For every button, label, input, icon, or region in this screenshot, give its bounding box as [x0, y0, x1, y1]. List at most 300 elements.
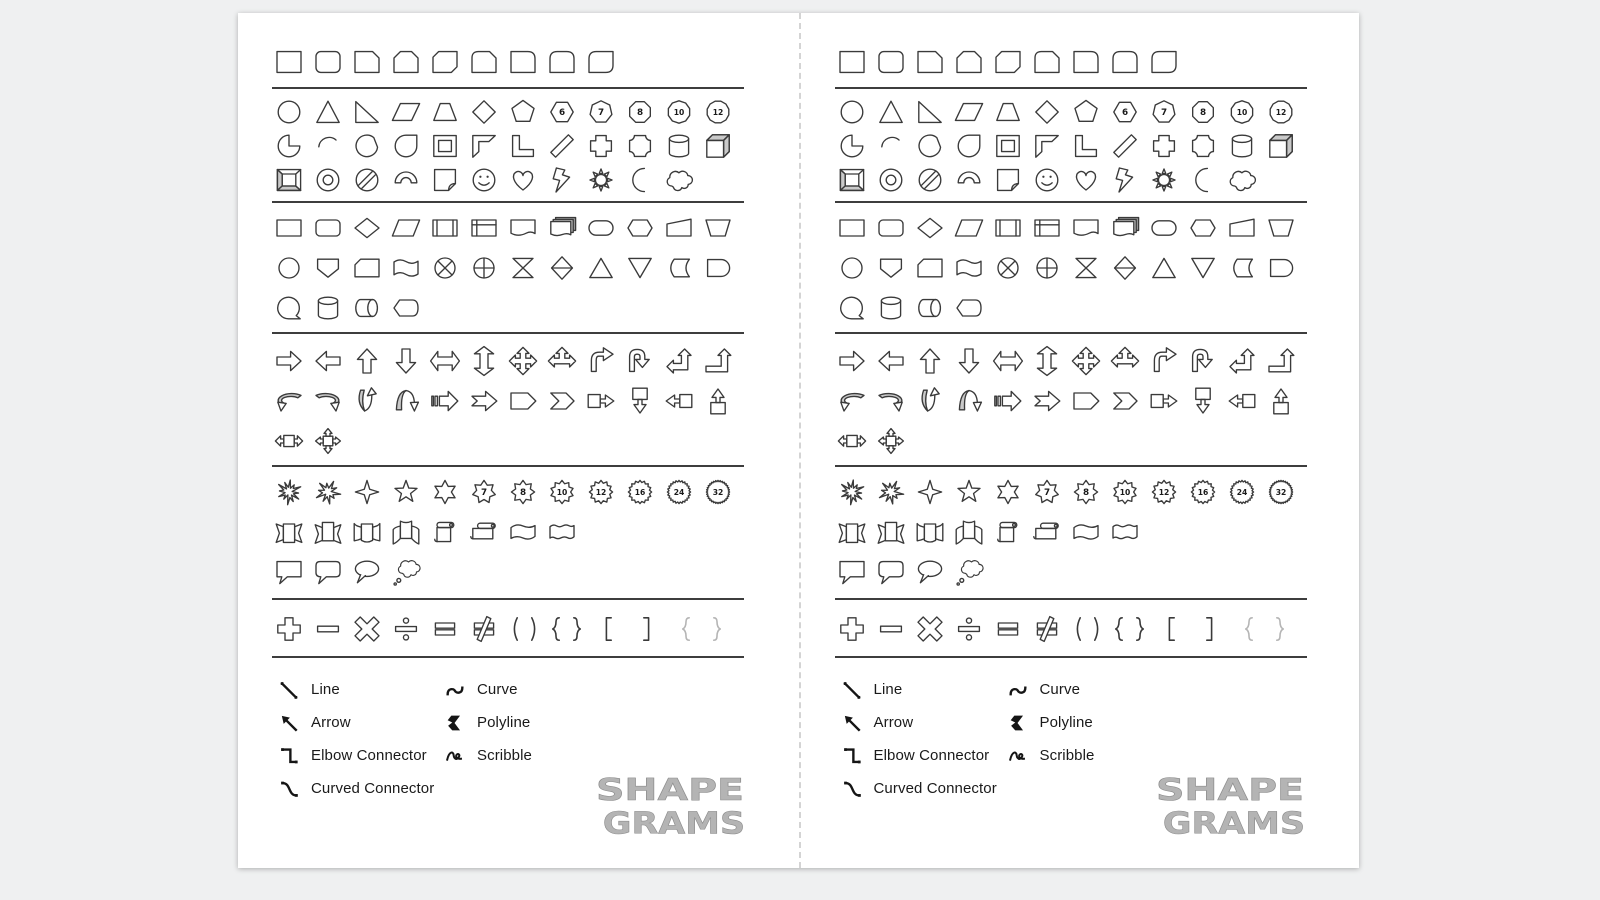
- legend-label: Line: [311, 681, 340, 698]
- bent-up-arrow-icon: [1264, 345, 1298, 377]
- quad-arrow-icon: [506, 345, 540, 377]
- pentagon-arrow-icon: [1069, 385, 1103, 417]
- shape-row: [835, 252, 1307, 284]
- left-brace-icon: [1111, 613, 1127, 645]
- heptagon-icon: [1147, 96, 1181, 128]
- flowchart-internal-storage-icon: [467, 212, 501, 244]
- legend-item-arrow: [278, 706, 444, 739]
- flowchart-alternate-process-icon: [874, 212, 908, 244]
- up-down-arrow-icon: [467, 345, 501, 377]
- u-turn-arrow-icon: [623, 345, 657, 377]
- frame-icon: [991, 130, 1025, 162]
- page-left: [238, 13, 799, 868]
- right-brace-icon: [1132, 613, 1148, 645]
- svg-text:10: 10: [556, 488, 568, 498]
- left-parenthesis-icon: [506, 613, 522, 645]
- legend-item-polyline: [1007, 706, 1095, 739]
- down-arrow-icon: [389, 345, 423, 377]
- half-frame-icon: [467, 130, 501, 162]
- snip-single-corner-rectangle-icon: [350, 46, 384, 78]
- double-wave-icon: [1108, 516, 1142, 548]
- flowchart-data-icon: [952, 212, 986, 244]
- elbow-connector-icon: [841, 745, 863, 767]
- quad-arrow-callout-icon: [311, 425, 345, 457]
- right-arrow-callout-icon: [1147, 385, 1181, 417]
- right-parenthesis-icon: [1090, 613, 1106, 645]
- divide-icon: [952, 613, 986, 645]
- block-arc-icon: [389, 164, 423, 196]
- no-symbol-icon: [350, 164, 384, 196]
- shape-row: [272, 212, 744, 244]
- shape-row: [835, 425, 1307, 457]
- rounded-rectangular-callout-icon: [311, 556, 345, 588]
- shape-row: [272, 292, 744, 324]
- chevron-arrow-icon: [1108, 385, 1142, 417]
- rectangle-icon: [835, 46, 869, 78]
- legend-label: Curve: [1039, 681, 1081, 698]
- can-icon: [662, 130, 696, 162]
- legend-item-elbow-connector: [278, 739, 444, 772]
- flowchart-delay-icon: [1264, 252, 1298, 284]
- section-rectangles: [835, 46, 1307, 89]
- octagon-icon: [1186, 96, 1220, 128]
- parallelogram-icon: [389, 96, 423, 128]
- legend-label: Polyline: [1039, 714, 1093, 731]
- equal-icon: [428, 613, 462, 645]
- star-32-icon: [701, 476, 735, 508]
- svg-text:10: 10: [1119, 488, 1130, 498]
- shape-row: [835, 476, 1307, 508]
- pentagon-icon: [1069, 96, 1103, 128]
- star-12-icon: [1147, 476, 1181, 508]
- decagon-icon: [662, 96, 696, 128]
- legend-item-scribble: [1007, 739, 1095, 772]
- up-down-arrow-icon: [1030, 345, 1064, 377]
- flowchart-summing-junction-icon: [428, 252, 462, 284]
- svg-text:12: 12: [1158, 488, 1169, 498]
- up-arrow-icon: [350, 345, 384, 377]
- diagonal-stripe-icon: [1108, 130, 1142, 162]
- logo-line-1: SHAPE: [595, 773, 744, 809]
- legend: [841, 673, 1095, 805]
- svg-text:8: 8: [1199, 108, 1206, 119]
- left-right-arrow-callout-icon: [272, 425, 306, 457]
- pie-icon: [835, 130, 869, 162]
- legend-item-curve: [444, 673, 532, 706]
- trapezoid-icon: [991, 96, 1025, 128]
- right-brace-gray-icon: [709, 613, 725, 645]
- svg-text:8: 8: [519, 488, 527, 499]
- legend-column-1: [841, 673, 1007, 805]
- arrow-icon: [278, 712, 300, 734]
- cube-icon: [701, 130, 735, 162]
- svg-text:10: 10: [673, 108, 685, 118]
- curved-down-arrow-icon: [389, 385, 423, 417]
- flowchart-extract-icon: [1147, 252, 1181, 284]
- flowchart-direct-access-storage-icon: [350, 292, 384, 324]
- cloud-icon: [1225, 164, 1259, 196]
- flowchart-terminator-icon: [584, 212, 618, 244]
- cross-icon: [584, 130, 618, 162]
- plus-icon: [272, 613, 306, 645]
- cross-icon: [1147, 130, 1181, 162]
- svg-text:12: 12: [1275, 108, 1286, 118]
- svg-text:6: 6: [558, 108, 566, 119]
- quad-arrow-icon: [1069, 345, 1103, 377]
- diagonal-stripe-icon: [545, 130, 579, 162]
- svg-text:8: 8: [1082, 488, 1089, 499]
- left-right-arrow-icon: [428, 345, 462, 377]
- shape-row: [835, 292, 1307, 324]
- svg-text:32: 32: [1275, 488, 1286, 498]
- flowchart-alternate-process-icon: [311, 212, 345, 244]
- legend: [278, 673, 532, 805]
- circle-icon: [835, 96, 869, 128]
- shape-row: [835, 46, 1307, 78]
- star-16-icon: [623, 476, 657, 508]
- pentagon-arrow-icon: [506, 385, 540, 417]
- legend-item-elbow-connector: [841, 739, 1007, 772]
- legend-label: Curved Connector: [873, 780, 997, 797]
- legend-label: Elbow Connector: [873, 747, 990, 764]
- legend-item-polyline: [444, 706, 532, 739]
- flowchart-sort-icon: [545, 252, 579, 284]
- star-6-icon: [991, 476, 1025, 508]
- up-arrow-icon: [913, 345, 947, 377]
- shape-row: [272, 425, 744, 457]
- shape-row: [835, 556, 1307, 588]
- l-shape-icon: [506, 130, 540, 162]
- left-right-up-arrow-icon: [545, 345, 579, 377]
- star-16-icon: [1186, 476, 1220, 508]
- flowchart-off-page-connector-icon: [874, 252, 908, 284]
- shape-row: [272, 130, 744, 162]
- section-equation-brackets: [835, 600, 1307, 658]
- block-arc-icon: [952, 164, 986, 196]
- left-bracket-icon: [600, 613, 616, 645]
- minus-icon: [311, 613, 345, 645]
- explosion-2-icon: [874, 476, 908, 508]
- diamond-icon: [1030, 96, 1064, 128]
- chord-icon: [350, 130, 384, 162]
- can-icon: [1225, 130, 1259, 162]
- logo-line-2: GRAMS: [602, 806, 745, 842]
- right-arrow-icon: [835, 345, 869, 377]
- notched-right-arrow-icon: [1030, 385, 1064, 417]
- flowchart-process-icon: [272, 212, 306, 244]
- flowchart-preparation-icon: [623, 212, 657, 244]
- rectangle-icon: [272, 46, 306, 78]
- curved-right-arrow-icon: [874, 385, 908, 417]
- horizontal-scroll-icon: [1030, 516, 1064, 548]
- notched-right-arrow-icon: [467, 385, 501, 417]
- lightning-bolt-icon: [545, 164, 579, 196]
- flowchart-manual-operation-icon: [1264, 212, 1298, 244]
- wave-icon: [1069, 516, 1103, 548]
- curved-up-arrow-icon: [913, 385, 947, 417]
- cloud-callout-icon: [952, 556, 986, 588]
- legend-item-curve: [1007, 673, 1095, 706]
- legend-item-curved-connector: [841, 772, 1007, 805]
- shape-row: [835, 96, 1307, 128]
- snip-round-single-corner-rectangle-icon: [467, 46, 501, 78]
- curved-left-arrow-icon: [272, 385, 306, 417]
- snip-single-corner-rectangle-icon: [913, 46, 947, 78]
- star-4-icon: [350, 476, 384, 508]
- flowchart-document-icon: [506, 212, 540, 244]
- shape-row: [835, 164, 1307, 196]
- left-arrow-icon: [311, 345, 345, 377]
- half-frame-icon: [1030, 130, 1064, 162]
- sun-icon: [584, 164, 618, 196]
- section-flowchart: [272, 203, 744, 334]
- curved-connector-icon: [278, 778, 300, 800]
- curved-down-ribbon-icon: [350, 516, 384, 548]
- flowchart-delay-icon: [701, 252, 735, 284]
- logo-line-2: GRAMS: [1162, 806, 1306, 842]
- not-equal-icon: [467, 613, 501, 645]
- flowchart-display-icon: [952, 292, 986, 324]
- chevron-arrow-icon: [545, 385, 579, 417]
- flowchart-punched-tape-icon: [952, 252, 986, 284]
- right-triangle-icon: [350, 96, 384, 128]
- triangle-icon: [874, 96, 908, 128]
- legend-item-scribble: [444, 739, 532, 772]
- svg-text:8: 8: [636, 108, 644, 119]
- pentagon-icon: [506, 96, 540, 128]
- shape-grams-logo: [591, 772, 749, 844]
- flowchart-multidocument-icon: [545, 212, 579, 244]
- right-brace-icon: [569, 613, 585, 645]
- rectangular-callout-icon: [835, 556, 869, 588]
- dodecagon-icon: [1264, 96, 1298, 128]
- scribble-icon: [1007, 745, 1029, 767]
- shape-row: [835, 613, 1307, 645]
- parallelogram-icon: [952, 96, 986, 128]
- flowchart-display-icon: [389, 292, 423, 324]
- flowchart-magnetic-disk-icon: [311, 292, 345, 324]
- star-4-icon: [913, 476, 947, 508]
- donut-icon: [874, 164, 908, 196]
- legend-label: Scribble: [477, 747, 532, 764]
- divide-icon: [389, 613, 423, 645]
- svg-text:16: 16: [1197, 488, 1208, 498]
- flowchart-or-icon: [1030, 252, 1064, 284]
- legend-label: Elbow Connector: [311, 747, 427, 764]
- curved-left-arrow-icon: [835, 385, 869, 417]
- shape-row: [272, 613, 744, 645]
- left-right-arrow-callout-icon: [835, 425, 869, 457]
- flowchart-or-icon: [467, 252, 501, 284]
- section-arrows: [272, 334, 744, 467]
- teardrop-icon: [952, 130, 986, 162]
- flowchart-merge-icon: [623, 252, 657, 284]
- line-icon: [841, 679, 863, 701]
- curved-up-arrow-icon: [350, 385, 384, 417]
- up-arrow-callout-icon: [701, 385, 735, 417]
- line-icon: [278, 679, 300, 701]
- flowchart-connector-icon: [272, 252, 306, 284]
- flowchart-collate-icon: [506, 252, 540, 284]
- curved-down-ribbon-icon: [913, 516, 947, 548]
- shape-row: [272, 164, 744, 196]
- flowchart-stored-data-icon: [1225, 252, 1259, 284]
- svg-text:6: 6: [1121, 108, 1128, 119]
- up-arrow-callout-icon: [1264, 385, 1298, 417]
- explosion-1-icon: [835, 476, 869, 508]
- svg-text:7: 7: [1043, 488, 1050, 499]
- curve-icon: [444, 679, 466, 701]
- flowchart-connector-icon: [835, 252, 869, 284]
- decagon-icon: [1225, 96, 1259, 128]
- flowchart-data-icon: [389, 212, 423, 244]
- shape-row: [835, 345, 1307, 377]
- legend-label: Polyline: [477, 714, 531, 731]
- flowchart-direct-access-storage-icon: [913, 292, 947, 324]
- vertical-scroll-icon: [428, 516, 462, 548]
- teardrop-icon: [389, 130, 423, 162]
- snip-same-side-corner-rectangle-icon: [389, 46, 423, 78]
- flowchart-stored-data-icon: [662, 252, 696, 284]
- shape-sheet-content: [835, 46, 1307, 658]
- right-bracket-icon: [1202, 613, 1218, 645]
- shape-row: [835, 385, 1307, 417]
- rounded-rectangle-icon: [311, 46, 345, 78]
- curve-icon: [1007, 679, 1029, 701]
- down-arrow-callout-icon: [1186, 385, 1220, 417]
- star-5-icon: [389, 476, 423, 508]
- flowchart-multidocument-icon: [1108, 212, 1142, 244]
- polyline-icon: [444, 712, 466, 734]
- flowchart-summing-junction-icon: [991, 252, 1025, 284]
- flowchart-internal-storage-icon: [1030, 212, 1064, 244]
- flowchart-manual-operation-icon: [701, 212, 735, 244]
- right-brace-gray-icon: [1272, 613, 1288, 645]
- not-equal-icon: [1030, 613, 1064, 645]
- left-arrow-icon: [874, 345, 908, 377]
- snip-diagonal-corner-rectangle-icon: [428, 46, 462, 78]
- flowchart-manual-input-icon: [1225, 212, 1259, 244]
- star-8-icon: [1069, 476, 1103, 508]
- shape-row: [835, 516, 1307, 548]
- curved-up-ribbon-icon: [389, 516, 423, 548]
- striped-right-arrow-icon: [991, 385, 1025, 417]
- flowchart-process-icon: [835, 212, 869, 244]
- left-up-arrow-icon: [1225, 345, 1259, 377]
- svg-text:7: 7: [480, 488, 488, 499]
- logo-line-1: SHAPE: [1155, 773, 1305, 809]
- sun-icon: [1147, 164, 1181, 196]
- oval-callout-icon: [350, 556, 384, 588]
- flowchart-manual-input-icon: [662, 212, 696, 244]
- left-brace-icon: [548, 613, 564, 645]
- star-5-icon: [952, 476, 986, 508]
- star-8-icon: [506, 476, 540, 508]
- section-equation-brackets: [272, 600, 744, 658]
- elbow-connector-icon: [278, 745, 300, 767]
- left-bracket-icon: [1163, 613, 1179, 645]
- bent-up-arrow-icon: [701, 345, 735, 377]
- shape-row: [272, 476, 744, 508]
- folded-corner-icon: [991, 164, 1025, 196]
- flowchart-document-icon: [1069, 212, 1103, 244]
- svg-text:7: 7: [1160, 108, 1167, 119]
- section-stars-banners-callouts: [272, 467, 744, 600]
- up-ribbon-icon: [874, 516, 908, 548]
- bent-arrow-icon: [584, 345, 618, 377]
- explosion-2-icon: [311, 476, 345, 508]
- plaque-icon: [623, 130, 657, 162]
- bevel-icon: [272, 164, 306, 196]
- star-10-icon: [1108, 476, 1142, 508]
- bevel-icon: [835, 164, 869, 196]
- left-parenthesis-icon: [1069, 613, 1085, 645]
- cube-icon: [1264, 130, 1298, 162]
- flowchart-decision-icon: [913, 212, 947, 244]
- round-single-corner-rectangle-icon: [506, 46, 540, 78]
- flowchart-card-icon: [913, 252, 947, 284]
- snip-round-single-corner-rectangle-icon: [1030, 46, 1064, 78]
- flowchart-collate-icon: [1069, 252, 1103, 284]
- right-parenthesis-icon: [527, 613, 543, 645]
- folded-corner-icon: [428, 164, 462, 196]
- svg-text:24: 24: [673, 488, 685, 498]
- svg-text:16: 16: [634, 488, 646, 498]
- flowchart-off-page-connector-icon: [311, 252, 345, 284]
- section-arrows: [835, 334, 1307, 467]
- flowchart-terminator-icon: [1147, 212, 1181, 244]
- octagon-icon: [623, 96, 657, 128]
- vertical-scroll-icon: [991, 516, 1025, 548]
- legend-label: Arrow: [873, 714, 914, 731]
- curved-up-ribbon-icon: [952, 516, 986, 548]
- heart-icon: [506, 164, 540, 196]
- plus-icon: [835, 613, 869, 645]
- right-triangle-icon: [913, 96, 947, 128]
- section-rectangles: [272, 46, 744, 89]
- moon-icon: [1186, 164, 1220, 196]
- round-diagonal-corner-rectangle-icon: [584, 46, 618, 78]
- pie-icon: [272, 130, 306, 162]
- quad-arrow-callout-icon: [874, 425, 908, 457]
- page-right: [799, 13, 1360, 868]
- svg-text:24: 24: [1236, 488, 1247, 498]
- legend-item-curved-connector: [278, 772, 444, 805]
- up-ribbon-icon: [311, 516, 345, 548]
- section-basic-shapes: [835, 89, 1307, 203]
- no-symbol-icon: [913, 164, 947, 196]
- multiply-icon: [913, 613, 947, 645]
- plaque-icon: [1186, 130, 1220, 162]
- svg-text:10: 10: [1236, 108, 1247, 118]
- flowchart-predefined-process-icon: [991, 212, 1025, 244]
- shape-row: [272, 252, 744, 284]
- legend-label: Scribble: [1039, 747, 1095, 764]
- star-7-icon: [467, 476, 501, 508]
- flowchart-extract-icon: [584, 252, 618, 284]
- diamond-icon: [467, 96, 501, 128]
- right-arrow-icon: [272, 345, 306, 377]
- svg-text:12: 12: [712, 108, 724, 118]
- dodecagon-icon: [701, 96, 735, 128]
- curved-connector-icon: [841, 778, 863, 800]
- rectangular-callout-icon: [272, 556, 306, 588]
- striped-right-arrow-icon: [428, 385, 462, 417]
- shape-sheet-content: [272, 46, 744, 658]
- flowchart-predefined-process-icon: [428, 212, 462, 244]
- star-24-icon: [662, 476, 696, 508]
- arc-icon: [311, 130, 345, 162]
